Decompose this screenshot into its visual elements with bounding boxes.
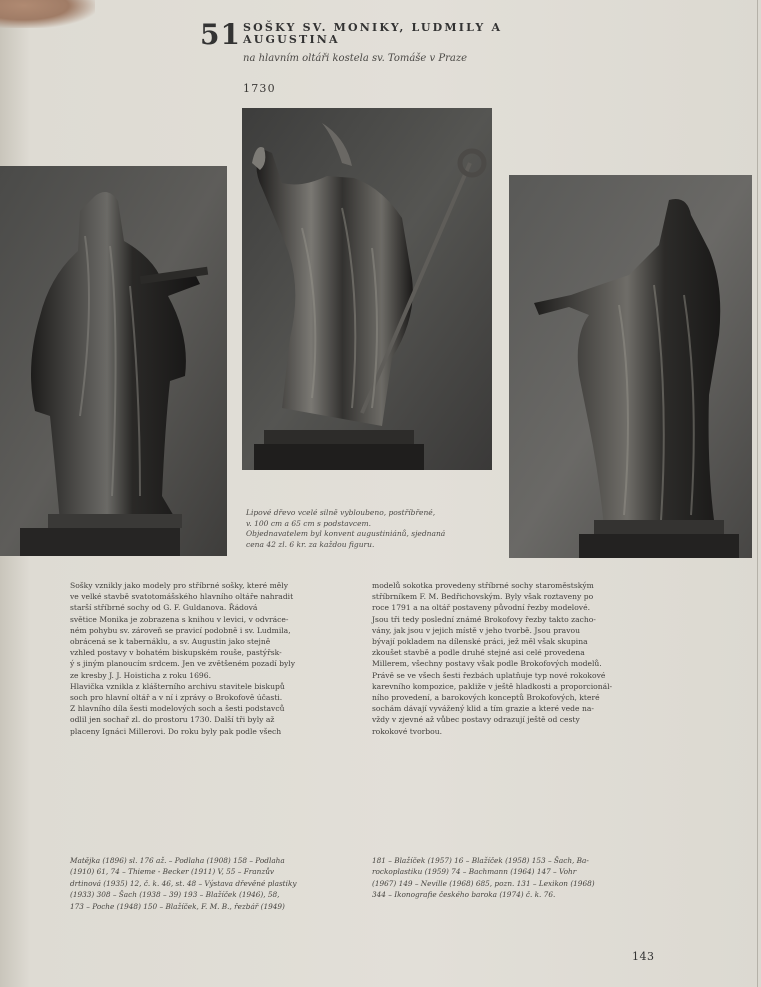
statue-ludmila-image — [509, 175, 752, 558]
photo-augustin — [242, 108, 492, 470]
statue-monika-image — [0, 166, 227, 556]
statue-augustin-image — [242, 108, 492, 470]
page-corner-shadow — [0, 0, 95, 28]
page-title: SOŠKY SV. MONIKY, LUDMILY A AUGUSTINA — [243, 21, 503, 46]
photo-caption: Lipové dřevo vcelé silně vybloubeno, postříbřené, v. 100 cm a 65 cm s podstavcem. Objednavatelem byl konvent augustiniánů, sjednaná cena 42 zl. 6 kr. za každou figuru. — [246, 508, 446, 549]
page-year: 1730 — [243, 82, 276, 95]
body-text-right: modelů sokotka provedeny stříbrné sochy staroměstským stříbrníkem F. M. Bedřichovským. Byly však roztaveny po roce 1791 a na oltář postaveny původní řezby modelové. Jsou tři tedy poslední známé Brokofovy řezby takto zacho- vány, jak jsou v jejich místě v jeho tvorbě. Jsou pravou bývají pokladem na dílenské práci, jež měl však skupina zkoušet stavbě a podle druhé stejné asi celé provedena Millerem, všechny postavy však podle Brokofových modelů. Právě se ve všech šesti řezbách uplatňuje typ nové rokokové karevního kompozice, pakliže v ještě hladkosti a proporcionál- ního provedení, a barokových konceptů Brokofových, které sochám dávají vyvážený klid a tím grazie a které vede na- vždy v zjevné až vůbec postavy odrazují ještě od cesty rokokové tvorbou. — [372, 581, 613, 736]
references-left: Matějka (1896) sl. 176 až. – Podlaha (1908) 158 – Podlaha (1910) 61, 74 – Thieme - Becker (1911) V, 55 – Franzův drtinová (1935) 12, č. k. 46, st. 48 – Výstava dřevěné plastiky (1933) 308 – Šach (1938 – 39) 193 – Blažíček (1946), 58, 173 – Poche (1948) 150 – Blažíček, F. M. B., řezbář (1949) — [70, 856, 297, 911]
page-number: 143 — [632, 950, 655, 963]
page-subtitle: na hlavním oltáři kostela sv. Tomáše v Praze — [243, 53, 467, 64]
plate-number: 51 — [200, 18, 241, 51]
photo-monika — [0, 166, 227, 556]
references-right: 181 – Blažíček (1957) 16 – Blažíček (1958) 153 – Šach, Ba- rockoplastiku (1959) 74 – Bachmann (1964) 147 – Vohr (1967) 149 – Neville (1968) 685, pozn. 131 – Lexikon (1968) 344 – Ikonografie českého baroka (1974) č. k. 76. — [372, 856, 595, 900]
page-edge — [757, 0, 758, 987]
body-text-left: Sošky vznikly jako modely pro stříbrné sošky, které měly ve velké stavbě svatotomášského hlavního oltáře nahradit starší stříbrné sochy od G. F. Guldanova. Řádová světice Monika je zobrazena s knihou v levici, v odvráce- ném pohybu sv. zároveň se pravicí podobně i sv. Ludmila, obrácená se k tabernáklu, a sv. Augustin jako stejně vzhled postavy v bohatém biskupském rouše, pastýřsk- ý s jiným planoucím srdcem. Jen ve zvětšeném pozadí byly ze kresby J. J. Hoisticha z roku 1696. Hlavička vznikla z klášterního archivu stavitele biskupů soch pro hlavní oltář a v ní i zprávy o Brokofově účasti. Z hlavního díla šesti modelových soch a šesti podstavců odlil jen sochař zl. do prostoru 1730. Další tři byly až placeny Ignáci Millerovi. Do roku byly pak podle všech — [70, 581, 296, 736]
photo-ludmila — [509, 175, 752, 558]
